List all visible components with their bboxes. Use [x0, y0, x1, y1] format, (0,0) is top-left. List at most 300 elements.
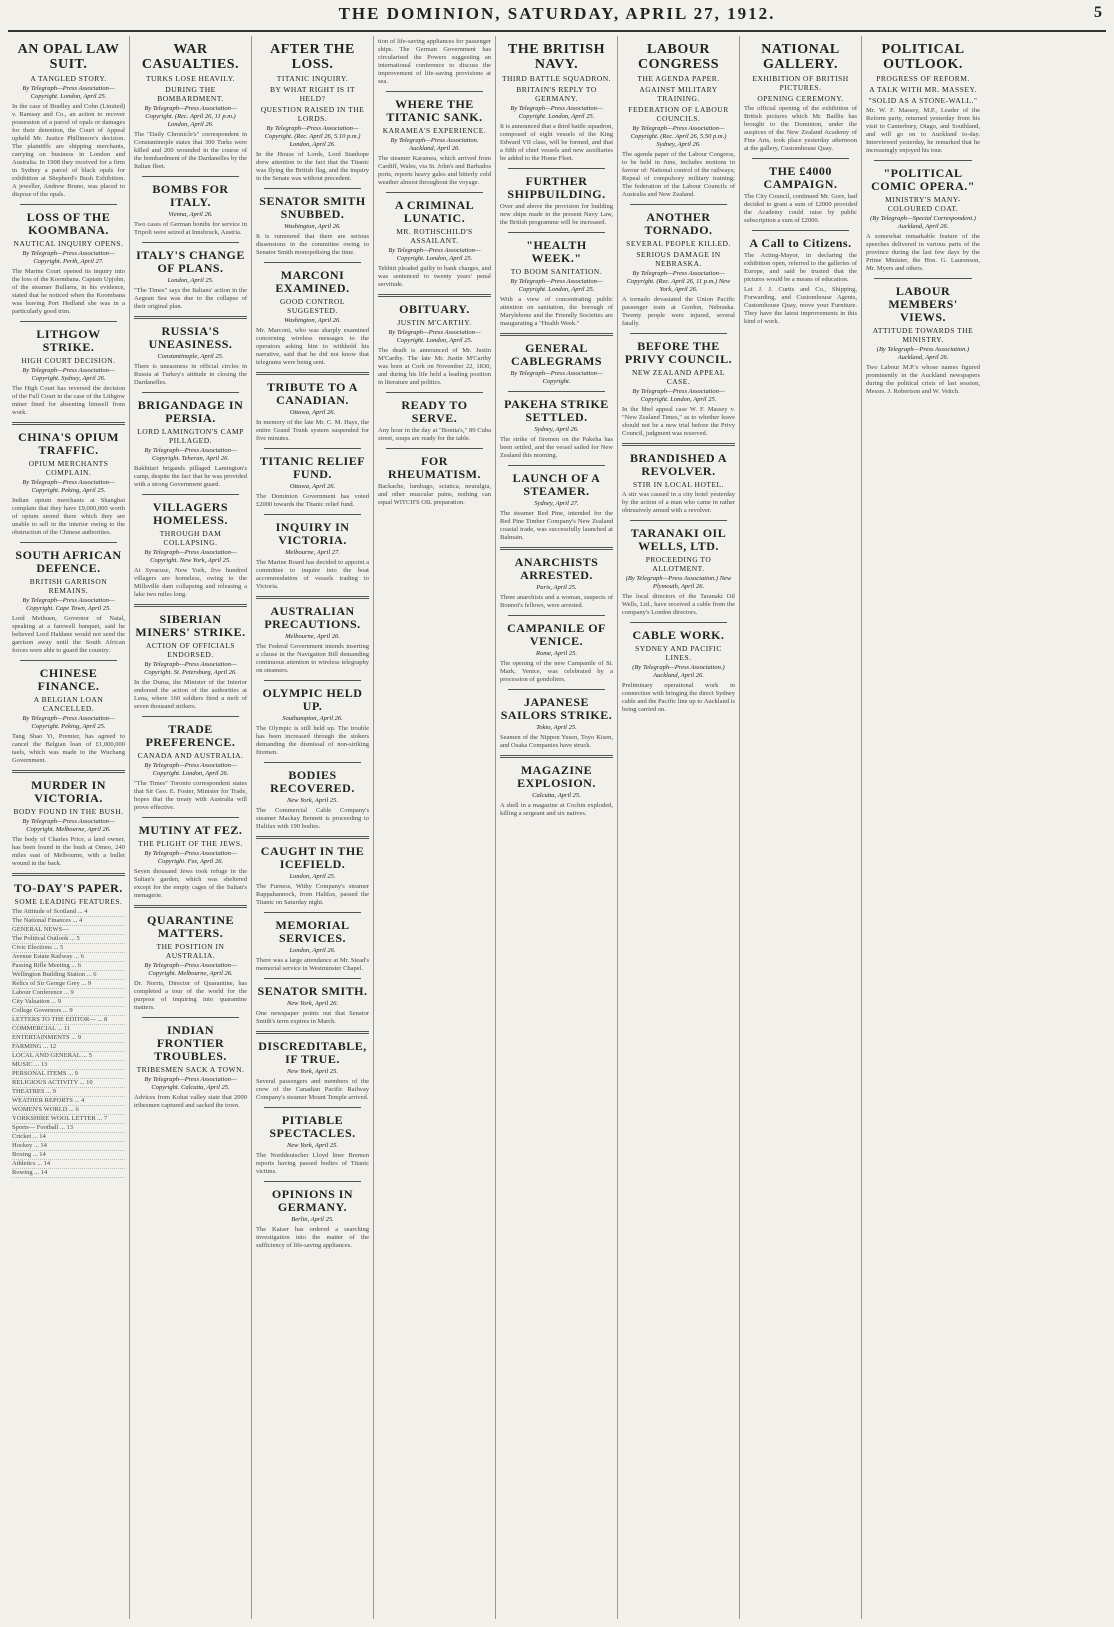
article-subheading: PROCEEDING TO ALLOTMENT.: [645, 555, 712, 573]
article-body: In memory of the late Mr. C. M. Hays, the entire Grand Trunk system suspended for five minutes.: [256, 419, 369, 442]
article-dateline: Berlin, April 25.: [291, 1216, 334, 1223]
article-body: The City Council, continued Mr. Gore, had decided to grant a sum of £2000 provided the Academy could raise by public subscription a sum of £2000.: [744, 193, 857, 224]
article-subheading: TRIBESMEN SACK A TOWN.: [136, 1065, 245, 1074]
page-number: 5: [1094, 4, 1102, 21]
article-body: "The Times" says the Italians' action in the Aegean Sea was due to the collapse of their original plan.: [134, 287, 247, 310]
section-divider: [500, 333, 613, 336]
article-heading: CHINA'S OPIUM TRAFFIC.: [18, 430, 119, 457]
section-divider: [508, 232, 605, 233]
article-subheading: NEW ZEALAND APPEAL CASE.: [631, 368, 726, 386]
article-heading: ITALY'S CHANGE OF PLANS.: [136, 248, 245, 275]
column-8: [862, 36, 984, 1619]
section-divider: [142, 242, 239, 243]
article-heading: OPINIONS IN GERMANY.: [271, 1187, 354, 1214]
article-heading: WHERE THE TITANIC SANK.: [386, 97, 483, 124]
section-divider: [20, 204, 117, 205]
section-divider: [508, 168, 605, 169]
article-dateline: Washington, April 26.: [284, 317, 341, 324]
section-divider: [386, 448, 483, 449]
article-body: Two cases of German bombs for service in Tripoli were seized at Innsbruck, Austria.: [134, 221, 247, 236]
contents-item: PERSONAL ITEMS ... 9: [12, 1070, 125, 1079]
article-subheading: SYDNEY AND PACIFIC LINES.: [635, 644, 722, 662]
article-dateline: By Telegraph—Press Association—Copyright. St. Petersburg, April 26.: [144, 661, 237, 676]
article-heading: OBITUARY.: [399, 302, 470, 316]
article-subheading: THE POSITION IN AUSTRALIA.: [156, 942, 225, 960]
article-body: Backache, lumbago, sciatica, neuralgia, and other muscular pains, nothing can equal WITCH'S OIL preparation.: [378, 483, 491, 506]
article-dateline: By Telegraph—Press Association—Copyright. Cape Town, April 25.: [22, 597, 115, 612]
article-body: A tornado devastated the Union Pacific passenger train at Gordon, Nebraska. Twenty people were injured, several fatally.: [622, 296, 735, 327]
article-subheading: FEDERATION OF LABOUR COUNCILS.: [628, 105, 729, 123]
article-heading: BRIGANDAGE IN PERSIA.: [137, 398, 244, 425]
article-heading: VILLAGERS HOMELESS.: [152, 500, 229, 527]
article-subheading: TO BOOM SANITATION.: [510, 267, 603, 276]
article-heading: BRANDISHED A REVOLVER.: [629, 451, 728, 478]
article-heading: SOUTH AFRICAN DEFENCE.: [15, 548, 122, 575]
article-heading: AN OPAL LAW SUIT.: [17, 42, 120, 72]
article-body: The Marine Court opened its inquiry into the loss of the Koombana. Captain Upjohn, of the steamer Bullarra, in his evidence, stated that he noticed when the Koombana was leaving Port Hedland she was in a particularly good trim.: [12, 268, 125, 315]
section-divider: [508, 689, 605, 690]
article-body: The official opening of the exhibition of British pictures which Mr. Baillie has brought to the Dominion, under the auspices of the New Zealand Academy of Fine Arts, took place yesterday afternoon at the gallery, Customhouse Quay.: [744, 105, 857, 152]
article-body: Tang Shao Yi, Premier, has agreed to cancel the Belgian loan of £1,000,000 taels, which was made to the Wuchang Government.: [12, 733, 125, 764]
article-body: Any hour in the day at "Bonita's," 89 Cuba street, soups are ready for the table.: [378, 427, 491, 442]
contents-item: MUSIC ... 13: [12, 1061, 125, 1070]
article-subheading: ACTION OF OFFICIALS ENDORSED.: [145, 641, 236, 659]
article-subheading: SERIOUS DAMAGE IN NEBRASKA.: [636, 250, 721, 268]
section-divider: [630, 622, 727, 623]
article-body: In the House of Lords, Lord Stanhope drew attention to the fact that the Titanic was flying the British flag, and the inquiry in the Senate was without precedent.: [256, 151, 369, 182]
article-body: Preliminary operational work in connection with bringing the direct Sydney cable and the Pacific line up to Auckland is being carried on.: [622, 682, 735, 713]
column-5: [496, 36, 618, 1619]
article-body: A somewhat remarkable feature of the speeches delivered in various parts of the province during the last few days by the Prime Minister, the Hon. G. Laurenson, Mr. Myers and others.: [866, 233, 980, 272]
article-body: It is rumoured that there are serious dissensions in the committee owing to Senator Smith monopolising the time.: [256, 233, 369, 256]
section-divider: [508, 615, 605, 616]
article-body: The Commercial Cable Company's steamer Mackay Bennett is proceeding to Halifax with 190 bodies.: [256, 807, 369, 830]
article-heading: PITIABLE SPECTACLES.: [269, 1113, 356, 1140]
article-heading: THE BRITISH NAVY.: [508, 42, 605, 72]
article-dateline: By Telegraph—Press Association—Copyright. Melbourne, April 26.: [144, 962, 237, 977]
contents-heading: TO-DAY'S PAPER.: [14, 881, 123, 895]
contents-item: Wellington Building Station ... 6: [12, 971, 125, 980]
section-divider: [142, 176, 239, 177]
article-heading: CAMPANILE OF VENICE.: [507, 621, 606, 648]
contents-item: Avenue Estate Railway ... 6: [12, 953, 125, 962]
article-body: Over and above the provision for building new ships made in the present Navy Law, the British programme will be increased.: [500, 203, 613, 226]
article-subheading: EXHIBITION OF BRITISH PICTURES.: [752, 74, 849, 92]
article-body: Tebbitt pleaded guilty to bank charges, and was sentenced to twenty years' penal servitude.: [378, 265, 491, 288]
article-subheading: BRITAIN'S REPLY TO GERMANY.: [516, 85, 597, 103]
contents-item: THEATRES ... 9: [12, 1088, 125, 1097]
contents-item: Relics of Sir George Grey ... 9: [12, 980, 125, 989]
contents-item: Rowing ... 14: [12, 1169, 125, 1178]
article-dateline: (By Telegraph—Press Association.) Auckland, April 26.: [632, 664, 725, 679]
article-body: The Acting-Mayor, in declaring the exhibition open, referred to the galleries of Europe, and said he trusted that the pictures would be a means of education.: [744, 252, 857, 283]
article-dateline: By Telegraph—Press Association—Copyright. London, April 25.: [510, 105, 603, 120]
article-body: Mr. W. F. Massey, M.P., Leader of the Reform party, returned yesterday from his visit to Canterbury, Otago, and Southland, and will go on to Auckland to-day. Interviewed yesterday, he remarked that he increasingly enjoyed his tour.: [866, 107, 980, 154]
article-dateline: By Telegraph—Press Association—Copyright. London, April 25.: [22, 85, 115, 100]
section-divider: [630, 204, 727, 205]
article-dateline: By Telegraph—Press Association—Copyright. New York, April 25.: [144, 549, 237, 564]
article-dateline: Melbourne, April 26.: [285, 633, 340, 640]
article-body: Three anarchists and a woman, suspects of Bonnot's fellows, were arrested.: [500, 594, 613, 609]
article-subheading: CANADA AND AUSTRALIA.: [137, 751, 244, 760]
article-subheading: GOOD CONTROL SUGGESTED.: [280, 297, 345, 315]
column-7: [740, 36, 862, 1619]
article-subheading: QUESTION RAISED IN THE LORDS.: [260, 105, 365, 123]
article-heading: A CRIMINAL LUNATIC.: [394, 198, 475, 225]
contents-item: Athletics ... 14: [12, 1160, 125, 1169]
article-body: Mr. Marconi, who was sharply examined concerning wireless messages to the operators asking him to withhold his narrative, said that he did not know that telegrams were being sent.: [256, 327, 369, 366]
article-heading: RUSSIA'S UNEASINESS.: [148, 324, 233, 351]
article-heading: TRADE PREFERENCE.: [145, 722, 236, 749]
section-divider: [256, 836, 369, 839]
article-body: Seven thousand Jews took refuge in the Sultan's garden, which was sheltered except for the empty cages of the Sultan's menagerie.: [134, 868, 247, 899]
article-body: The "Daily Chronicle's" correspondent in Constantinople states that 300 Turks were killed and 200 wounded in the course of the bombardment of the Dardanelles by the Italian fleet.: [134, 131, 247, 170]
article-dateline: By Telegraph—Press Association—Copyright. (Rec. April 26, 11 p.m.) London, April 26.: [144, 105, 237, 128]
article-body: The death is announced of Mr. Justin M'Carthy. The late Mr. Justin M'Carthy was born at Cork on November 22, 1830, and during his life held a leading position in literature and politics.: [378, 347, 491, 386]
article-body: The Olympic is still held up. The trouble has been increased through the stokers demanding the dismissal of non-striking firemen.: [256, 725, 369, 756]
contents-item: Passing Rifle Meeting ... 6: [12, 962, 125, 971]
article-subheading: "SOLID AS A STONE-WALL.": [868, 96, 978, 105]
article-body: The Furness, Withy Company's steamer Rappahannock, from Halifax, passed the Titanic on Saturday night.: [256, 883, 369, 906]
section-divider: [386, 392, 483, 393]
contents-item: Boxing ... 14: [12, 1151, 125, 1160]
article-heading: "HEALTH WEEK.": [526, 238, 587, 265]
article-heading: MURDER IN VICTORIA.: [31, 778, 106, 805]
section-divider: [256, 1031, 369, 1034]
section-divider: [630, 520, 727, 521]
section-divider: [622, 443, 735, 446]
section-divider: [20, 321, 117, 322]
article-subheading: STIR IN LOCAL HOTEL.: [633, 480, 724, 489]
section-divider: [508, 391, 605, 392]
contents-item: WEATHER REPORTS ... 4: [12, 1097, 125, 1106]
article-dateline: London, April 26.: [289, 947, 336, 954]
section-divider: [752, 230, 849, 231]
section-divider: [386, 192, 483, 193]
article-dateline: By Telegraph—Press Association—Copyright. Calcutta, April 25.: [144, 1076, 237, 1091]
section-divider: [264, 912, 361, 913]
section-divider: [874, 160, 972, 161]
article-heading: JAPANESE SAILORS STRIKE.: [500, 695, 613, 722]
contents-item: The National Finances ... 4: [12, 917, 125, 926]
contents-item: GENERAL NEWS—: [12, 926, 125, 935]
column-3: [252, 36, 374, 1619]
section-divider: [142, 716, 239, 717]
article-dateline: By Telegraph—Press Association—Copyright. (Rec. April 26, 5.50 p.m.) Sydney, April 26.: [630, 125, 727, 148]
article-body: The agenda paper of the Labour Congress, to be held in June, includes motions in favour of: National control of the railways; Repeal of compulsory military training; The federation of the Labour Councils of Australia and New Zealand.: [622, 151, 735, 198]
article-heading: ANOTHER TORNADO.: [644, 210, 713, 237]
article-dateline: New York, April 25.: [286, 1068, 339, 1075]
article-dateline: Washington, April 26.: [284, 223, 341, 230]
article-heading: SIBERIAN MINERS' STRIKE.: [135, 612, 246, 639]
article-body: It is announced that a third battle squadron, composed of eight vessels of the King Edward VII class, will be formed, and that a fifth of chief vessels and new auxiliaries be added to the Home Fleet.: [500, 123, 613, 162]
article-heading: SENATOR SMITH.: [257, 984, 368, 998]
article-dateline: By Telegraph—Press Association—Copyright.: [510, 370, 603, 385]
article-dateline: By Telegraph—Press Association—Copyright. Peking, April 25.: [22, 479, 115, 494]
article-subheading: AGAINST MILITARY TRAINING.: [639, 85, 718, 103]
section-divider: [20, 542, 117, 543]
article-heading: LABOUR MEMBERS' VIEWS.: [888, 284, 958, 324]
contents-item: WOMEN'S WORLD ... 6: [12, 1106, 125, 1115]
article-dateline: By Telegraph—Press Association—Copyright. London, April 25.: [388, 247, 481, 262]
article-subheading: ATTITUDE TOWARDS THE MINISTRY.: [872, 326, 974, 344]
article-subheading: A BELGIAN LOAN CANCELLED.: [33, 695, 104, 713]
article-body: Bakhtiari brigands pillaged Lamington's camp, despite the fact that he was provided with a strong Government guard.: [134, 465, 247, 488]
contents-list: [12, 908, 125, 1178]
article-subheading: OPENING CEREMONY.: [757, 94, 844, 103]
section-divider: [508, 465, 605, 466]
article-dateline: Calcutta, April 25.: [532, 792, 581, 799]
article-heading: TARANAKI OIL WELLS, LTD.: [630, 526, 727, 553]
article-body: Lord Methuen, Governor of Natal, speaking at a farewell banquet, said he believed Lord Haldane would not send the garrison away until the South African forces were able to guard the country.: [12, 615, 125, 654]
article-heading: LITHGOW STRIKE.: [36, 327, 101, 354]
column-2: [130, 36, 252, 1619]
article-dateline: New York, April 26.: [286, 1000, 339, 1007]
article-subheading: THIRD BATTLE SQUADRON.: [501, 74, 612, 83]
section-divider: [20, 660, 117, 661]
article-heading: SENATOR SMITH SNUBBED.: [259, 194, 366, 221]
section-divider: [264, 188, 361, 189]
contents-item: The Political Outlook ... 5: [12, 935, 125, 944]
article-body: The Dominion Government has voted £2000 towards the Titanic relief fund.: [256, 493, 369, 508]
article-body: One newspaper points out that Senator Smith's term expires in March.: [256, 1010, 369, 1025]
contents-item: Sports— Football ... 13: [12, 1124, 125, 1133]
contents-item: LETTERS TO THE EDITOR— ... 8: [12, 1016, 125, 1025]
article-body: The steamer Red Pine, intended for the Red Pine Timber Company's New Zealand coastal trade, was successfully launched at Balmain.: [500, 510, 613, 541]
contents-item: COMMERCIAL ... 11: [12, 1025, 125, 1034]
article-heading: QUARANTINE MATTERS.: [146, 913, 234, 940]
column-6: [618, 36, 740, 1619]
contents-item: Hockey ... 14: [12, 1142, 125, 1151]
article-body: Seamen of the Nippon Yusen, Toyo Kisen, and Osaka Companies have struck.: [500, 734, 613, 749]
article-subheading: THROUGH DAM COLLAPSING.: [159, 529, 222, 547]
article-subheading: A TALK WITH MR. MASSEY.: [869, 85, 977, 94]
contents-item: Labour Conference ... 9: [12, 989, 125, 998]
section-divider: [134, 604, 247, 607]
section-divider: [142, 392, 239, 393]
section-divider: [264, 762, 361, 763]
article-heading: READY TO SERVE.: [401, 398, 468, 425]
section-divider: [134, 316, 247, 319]
article-subheading: THE PLIGHT OF THE JEWS.: [138, 839, 243, 848]
section-divider: [500, 547, 613, 550]
article-body: At Syracuse, New York, five hundred villagers are homeless, owing to the Millsville dam collapsing and releasing a lake two miles long.: [134, 567, 247, 598]
contents-item: College Governors ... 9: [12, 1007, 125, 1016]
article-body: A shell in a magazine at Cochin exploded, killing a sergeant and six natives.: [500, 802, 613, 817]
article-dateline: By Telegraph—Press Association—Copyright. Fez, April 26.: [144, 850, 237, 865]
article-heading: INQUIRY IN VICTORIA.: [275, 520, 350, 547]
section-divider: [500, 755, 613, 758]
article-dateline: Southampton, April 26.: [282, 715, 343, 722]
article-subheading: PROGRESS OF REFORM.: [876, 74, 970, 83]
article-heading: DISCREDITABLE, IF TRUE.: [258, 1039, 367, 1066]
article-heading: AFTER THE LOSS.: [270, 42, 355, 72]
section-divider: [12, 422, 125, 425]
article-body: Two Labour M.P.'s whose names figured prominently in the Auckland newspapers during the political crisis of last session, Messrs. J. Robertson and W. Veitch.: [866, 364, 980, 395]
article-heading: A Call to Citizens.: [749, 236, 852, 250]
section-divider: [264, 448, 361, 449]
article-dateline: By Telegraph—Press Association—Copyright. London, April 26.: [144, 762, 237, 777]
article-heading: PAKEHA STRIKE SETTLED.: [504, 397, 609, 424]
newspaper-title: THE DOMINION, SATURDAY, APRIL 27, 1912.: [338, 4, 776, 23]
article-heading: BODIES RECOVERED.: [270, 768, 355, 795]
article-heading: MAGAZINE EXPLOSION.: [517, 763, 596, 790]
article-heading: THE £4000 CAMPAIGN.: [763, 164, 838, 191]
contents-item: City Valuation ... 9: [12, 998, 125, 1007]
contents-item: FARMING ... 12: [12, 1043, 125, 1052]
section-divider: [12, 770, 125, 773]
article-subheading: BY WHAT RIGHT IS IT HELD?: [269, 85, 356, 103]
article-body: The strike of firemen on the Pakeha has been settled, and the vessel sailed for New Zealand this morning.: [500, 436, 613, 459]
contents-item: Cricket ... 14: [12, 1133, 125, 1142]
article-dateline: By Telegraph—Press Association—Copyright. Peking, April 25.: [22, 715, 115, 730]
article-heading: CHINESE FINANCE.: [37, 666, 100, 693]
contents-item: The Attitude of Scotland ... 4: [12, 908, 125, 917]
section-divider: [12, 873, 125, 876]
article-heading: TRIBUTE TO A CANADIAN.: [267, 380, 358, 407]
page-columns: [8, 36, 1106, 1619]
contents-item: LOCAL AND GENERAL ... 5: [12, 1052, 125, 1061]
article-heading: BOMBS FOR ITALY.: [152, 182, 229, 209]
article-heading: POLITICAL OUTLOOK.: [881, 42, 965, 72]
column-4: [374, 36, 496, 1619]
contents-item: YORKSHIRE WOOL LETTER ... 7: [12, 1115, 125, 1124]
article-heading: MARCONI EXAMINED.: [275, 268, 350, 295]
article-heading: WAR CASUALTIES.: [141, 42, 240, 72]
section-divider: [264, 978, 361, 979]
article-heading: CAUGHT IN THE ICEFIELD.: [260, 844, 365, 871]
article-subheading: HIGH COURT DECISION.: [21, 356, 116, 365]
article-body: The body of Charles Price, a land owner, has been found in the bush at Omeo, 240 miles east of Melbourne, with a bullet wound in the back.: [12, 836, 125, 867]
masthead: [8, 0, 1106, 32]
article-heading: LOSS OF THE KOOMBANA.: [26, 210, 111, 237]
section-divider: [874, 278, 972, 279]
article-dateline: (By Telegraph—Press Association.) New Plymouth, April 26.: [625, 575, 732, 590]
article-dateline: (By Telegraph—Press Association.) Auckland, April 26.: [876, 346, 970, 361]
column-1: [8, 36, 130, 1619]
article-subheading: DURING THE BOMBARDMENT.: [157, 85, 224, 103]
contents-item: RELIGIOUS ACTIVITY ... 10: [12, 1079, 125, 1088]
article-dateline: Paris, April 25.: [536, 584, 577, 591]
article-heading: MUTINY AT FEZ.: [138, 823, 243, 837]
section-divider: [630, 333, 727, 334]
article-subheading: LORD LAMINGTON'S CAMP PILLAGED.: [137, 427, 244, 445]
article-dateline: By Telegraph—Press Association—Copyright. London, April 25.: [388, 329, 481, 344]
section-divider: [264, 1181, 361, 1182]
section-divider: [752, 158, 849, 159]
article-body: Several passengers and members of the crew of the Canadian Pacific Railway Company's steamer Mount Temple arrived.: [256, 1078, 369, 1101]
article-dateline: London, April 25.: [289, 873, 336, 880]
article-body: tion of life-saving appliances for passenger ships. The German Government has circularised the Powers suggesting an international conference to discuss the improvement of life-saving provisions at sea.: [378, 38, 491, 85]
article-heading: NATIONAL GALLERY.: [761, 42, 840, 72]
article-heading: MEMORIAL SERVICES.: [275, 918, 350, 945]
article-body: "The Times" Toronto correspondent states that Sir Geo. E. Foster, Minister for Trade, hopes that the treaty with Australia will prove effective.: [134, 780, 247, 811]
article-body: The local directors of the Taranaki Oil Wells, Ltd., have received a cable from the company's London directors.: [622, 593, 735, 616]
article-body: The opening of the new Campanile of St. Mark, Venice, was celebrated by a procession of gondoliers.: [500, 660, 613, 683]
article-body: Dr. Norris, Director of Quarantine, has completed a tour of the world for the purpose of inquiring into quarantine matters.: [134, 980, 247, 1011]
article-body: The Kaiser has ordered a searching investigation into the matter of the sufficiency of life-saving appliances.: [256, 1226, 369, 1249]
article-dateline: By Telegraph—Press Association—Copyright. Melbourne, April 26.: [22, 818, 115, 833]
article-dateline: By Telegraph—Press Association—Copyright. London, April 25.: [510, 278, 603, 293]
article-heading: OLYMPIC HELD UP.: [262, 686, 363, 713]
article-body: In the libel appeal case W. F. Massey v. "New Zealand Times," as to whether leave should not be a new trial before the Privy Council, judgment was reserved.: [622, 406, 735, 437]
article-dateline: Sydney, April 26.: [534, 426, 579, 433]
article-dateline: By Telegraph—Press Association—Copyright. London, April 25.: [632, 388, 725, 403]
section-divider: [264, 680, 361, 681]
article-dateline: Rome, April 25.: [535, 650, 578, 657]
article-body: There was a large attendance at Mr. Stead's memorial service in Westminster Chapel.: [256, 957, 369, 972]
article-body: Let J. J. Curtis and Co., Shipping, Forwarding, and Customhouse Agents, Customhouse Quay, move your Furniture. They have the latest improvements in this kind of work.: [744, 286, 857, 325]
article-heading: FURTHER SHIPBUILDING.: [507, 174, 606, 201]
section-divider: [264, 514, 361, 515]
article-dateline: Ottawa, April 26.: [289, 409, 336, 416]
contents-subheading: SOME LEADING FEATURES.: [14, 897, 123, 906]
article-dateline: New York, April 25.: [286, 1142, 339, 1149]
article-subheading: JUSTIN M'CARTHY.: [397, 318, 472, 327]
article-subheading: TURKS LOSE HEAVILY.: [145, 74, 236, 83]
article-body: The Marine Board has decided to appoint a committee to inquire into the boat accommodation of vessels trading to Victoria.: [256, 559, 369, 590]
article-dateline: New York, April 25.: [286, 797, 339, 804]
article-subheading: OPIUM MERCHANTS COMPLAIN.: [28, 459, 109, 477]
article-subheading: MINISTRY'S MANY-COLOURED COAT.: [885, 195, 961, 213]
article-dateline: Constantinople, April 25.: [157, 353, 224, 360]
article-dateline: Melbourne, April 27.: [285, 549, 340, 556]
article-heading: AUSTRALIAN PRECAUTIONS.: [264, 604, 361, 631]
article-heading: ANARCHISTS ARRESTED.: [514, 555, 599, 582]
section-divider: [134, 905, 247, 908]
article-body: There is uneasiness in official circles in Russia at Turkey's attitude in closing the Dardanelles.: [134, 363, 247, 386]
section-divider: [256, 372, 369, 375]
section-divider: [386, 91, 483, 92]
article-dateline: By Telegraph—Press Association. Auckland, April 26.: [390, 137, 479, 152]
article-heading: "POLITICAL COMIC OPERA.": [871, 166, 975, 193]
article-heading: BEFORE THE PRIVY COUNCIL.: [624, 339, 733, 366]
article-heading: GENERAL CABLEGRAMS: [510, 341, 602, 368]
article-subheading: SEVERAL PEOPLE KILLED.: [626, 239, 731, 248]
article-dateline: Tokio, April 25.: [536, 724, 577, 731]
article-body: With a view of concentrating public attention on sanitation, the borough of Marylebone and the Friendly Societies are inaugurating a "Health Week.": [500, 296, 613, 327]
article-subheading: BODY FOUND IN THE BUSH.: [13, 807, 124, 816]
article-heading: FOR RHEUMATISM.: [388, 454, 481, 481]
article-subheading: NAUTICAL INQUIRY OPENS.: [13, 239, 124, 248]
article-dateline: By Telegraph—Press Association—Copyright. Teheran, April 26.: [144, 447, 237, 462]
article-subheading: THE AGENDA PAPER.: [637, 74, 720, 83]
section-divider: [264, 262, 361, 263]
article-dateline: Vienna, April 26.: [168, 211, 213, 218]
article-body: The Norddeutscher Lloyd liner Bremen reports having passed bodies of Titanic victims.: [256, 1152, 369, 1175]
article-heading: INDIAN FRONTIER TROUBLES.: [154, 1023, 227, 1063]
section-divider: [142, 494, 239, 495]
article-body: The High Court has reversed the decision of the Full Court in the case of the Lithgow miner fined for absenting himself from work.: [12, 385, 125, 416]
article-body: A stir was caused in a city hotel yesterday by the action of a man who came in rather obtrusively armed with a revolver.: [622, 491, 735, 514]
contents-item: ENTERTAINMENTS ... 9: [12, 1034, 125, 1043]
article-subheading: KARAMEA'S EXPERIENCE.: [382, 126, 487, 135]
article-dateline: Sydney, April 27.: [534, 500, 579, 507]
article-body: Advices from Kohat valley state that 2000 tribesmen captured and sacked the town.: [134, 1094, 247, 1109]
article-dateline: By Telegraph—Press Association—Copyright. (Rec. April 26, 5.10 p.m.) London, April 26.: [264, 125, 361, 148]
section-divider: [256, 596, 369, 599]
article-body: In the Duma, the Minister of the Interior endorsed the action of the authorities at Lena, where 160 soldiers fired a mob of seven thousand strikers.: [134, 679, 247, 710]
article-subheading: MR. ROTHSCHILD'S ASSAILANT.: [396, 227, 473, 245]
article-dateline: By Telegraph—Press Association—Copyright. (Rec. April 26, 11 p.m.) New York, April 26.: [626, 270, 731, 293]
article-dateline: (By Telegraph—Special Correspondent.) Auckland, April 26.: [870, 215, 976, 230]
article-subheading: BRITISH GARRISON REMAINS.: [29, 577, 108, 595]
article-dateline: By Telegraph—Press Association—Copyright. Sydney, April 26.: [22, 367, 115, 382]
section-divider: [142, 817, 239, 818]
article-dateline: Ottawa, April 26.: [289, 483, 336, 490]
article-heading: LABOUR CONGRESS: [637, 42, 720, 72]
article-body: The Federal Government intends inserting a clause in the Navigation Bill demanding continuous attention to wireless telegraphy on steamers.: [256, 643, 369, 674]
